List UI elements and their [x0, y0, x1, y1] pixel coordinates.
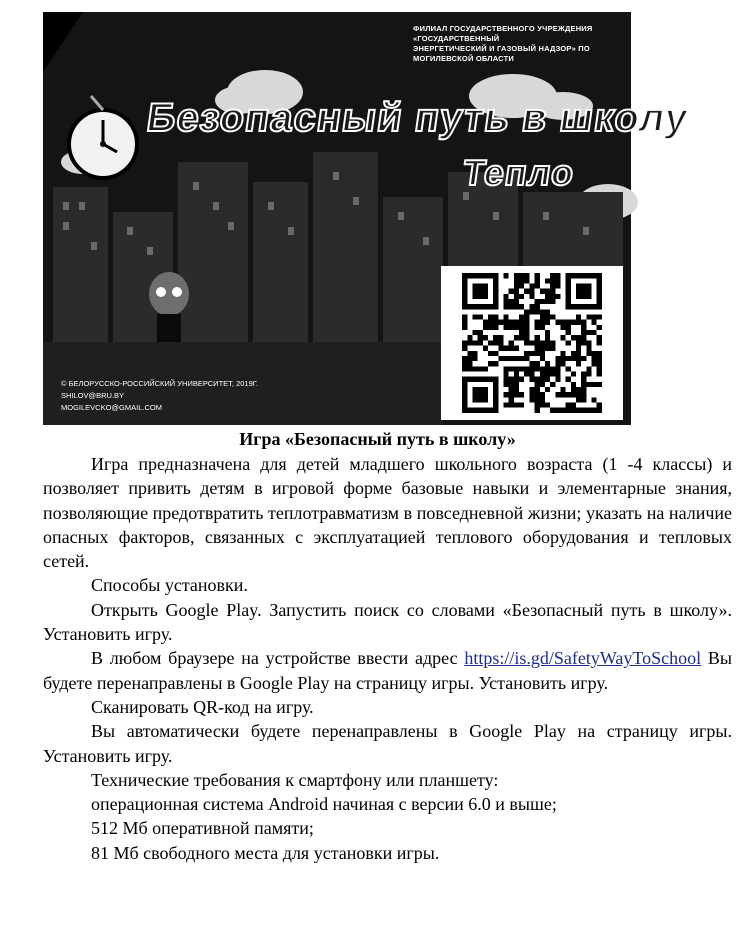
intro-paragraph: Игра предназначена для детей младшего школьного возраста (1 -4 классы) и позволяет привить детям в игровой форме базовые навыки и элементарные знания, позволяющие предотвратить теплотравматизм в повседневной жизни; указать на наличие опасных факторов, связанных с эксплуатацией теплового оборудования и тепловых сетей.	[43, 454, 732, 572]
credit-line: MOGILEVCKO@GMAIL.COM	[61, 403, 162, 412]
poster-header-line: ФИЛИАЛ ГОСУДАРСТВЕННОГО УЧРЕЖДЕНИЯ «ГОСУДАРСТВЕННЫЙ	[413, 24, 593, 43]
figure-caption: Игра «Безопасный путь в школу»	[239, 429, 516, 449]
qr-finder-bottom-left	[462, 377, 498, 413]
poster-credits	[61, 378, 258, 414]
requirements-heading: Технические требования к смартфону или планшету:	[91, 769, 499, 790]
requirement-ram: 512 Мб оперативной памяти;	[91, 818, 314, 839]
game-poster	[43, 12, 692, 425]
method-browser-prefix: В любом браузере на устройстве ввести адрес	[91, 648, 458, 669]
method-google-play: Открыть Google Play. Запустить поиск со словами «Безопасный путь в школу». Установить игру.	[43, 599, 732, 645]
credit-line: © БЕЛОРУССКО-РОССИЙСКИЙ УНИВЕРСИТЕТ, 2019Г.	[61, 379, 258, 388]
qr-finder-top-right	[566, 273, 602, 309]
requirement-storage: 81 Мб свободного места для установки игры.	[91, 842, 440, 863]
game-title: Безопасный путь в школу	[143, 96, 692, 140]
game-subtitle: Тепло	[460, 152, 578, 193]
method-qr-detail: Вы автоматически будете перенаправлены в Google Play на страницу игры. Установить игру.	[43, 721, 732, 766]
clock-icon	[69, 96, 137, 178]
requirement-os: операционная система Android начиная с версии 6.0 и выше;	[91, 794, 557, 815]
method-browser	[43, 646, 732, 695]
poster-header-line: ЭНЕРГЕТИЧЕСКИЙ И ГАЗОВЫЙ НАДЗОР» ПО МОГИЛЕВСКОЙ ОБЛАСТИ	[413, 44, 590, 63]
method-browser-suffix: Вы будете перенаправлены в Google Play на страницу игры. Установить игру.	[43, 648, 732, 693]
credit-line: SHILOV@BRU.BY	[61, 391, 125, 400]
document-body	[43, 452, 732, 865]
qr-finder-top-left	[462, 273, 498, 309]
qr-code-icon[interactable]	[441, 266, 623, 420]
game-link[interactable]: https://is.gd/SafetyWayToSchool	[464, 648, 702, 669]
install-methods-heading: Способы установки.	[91, 575, 248, 596]
poster-header	[413, 24, 625, 64]
method-qr: Сканировать QR-код на игру.	[91, 696, 314, 717]
